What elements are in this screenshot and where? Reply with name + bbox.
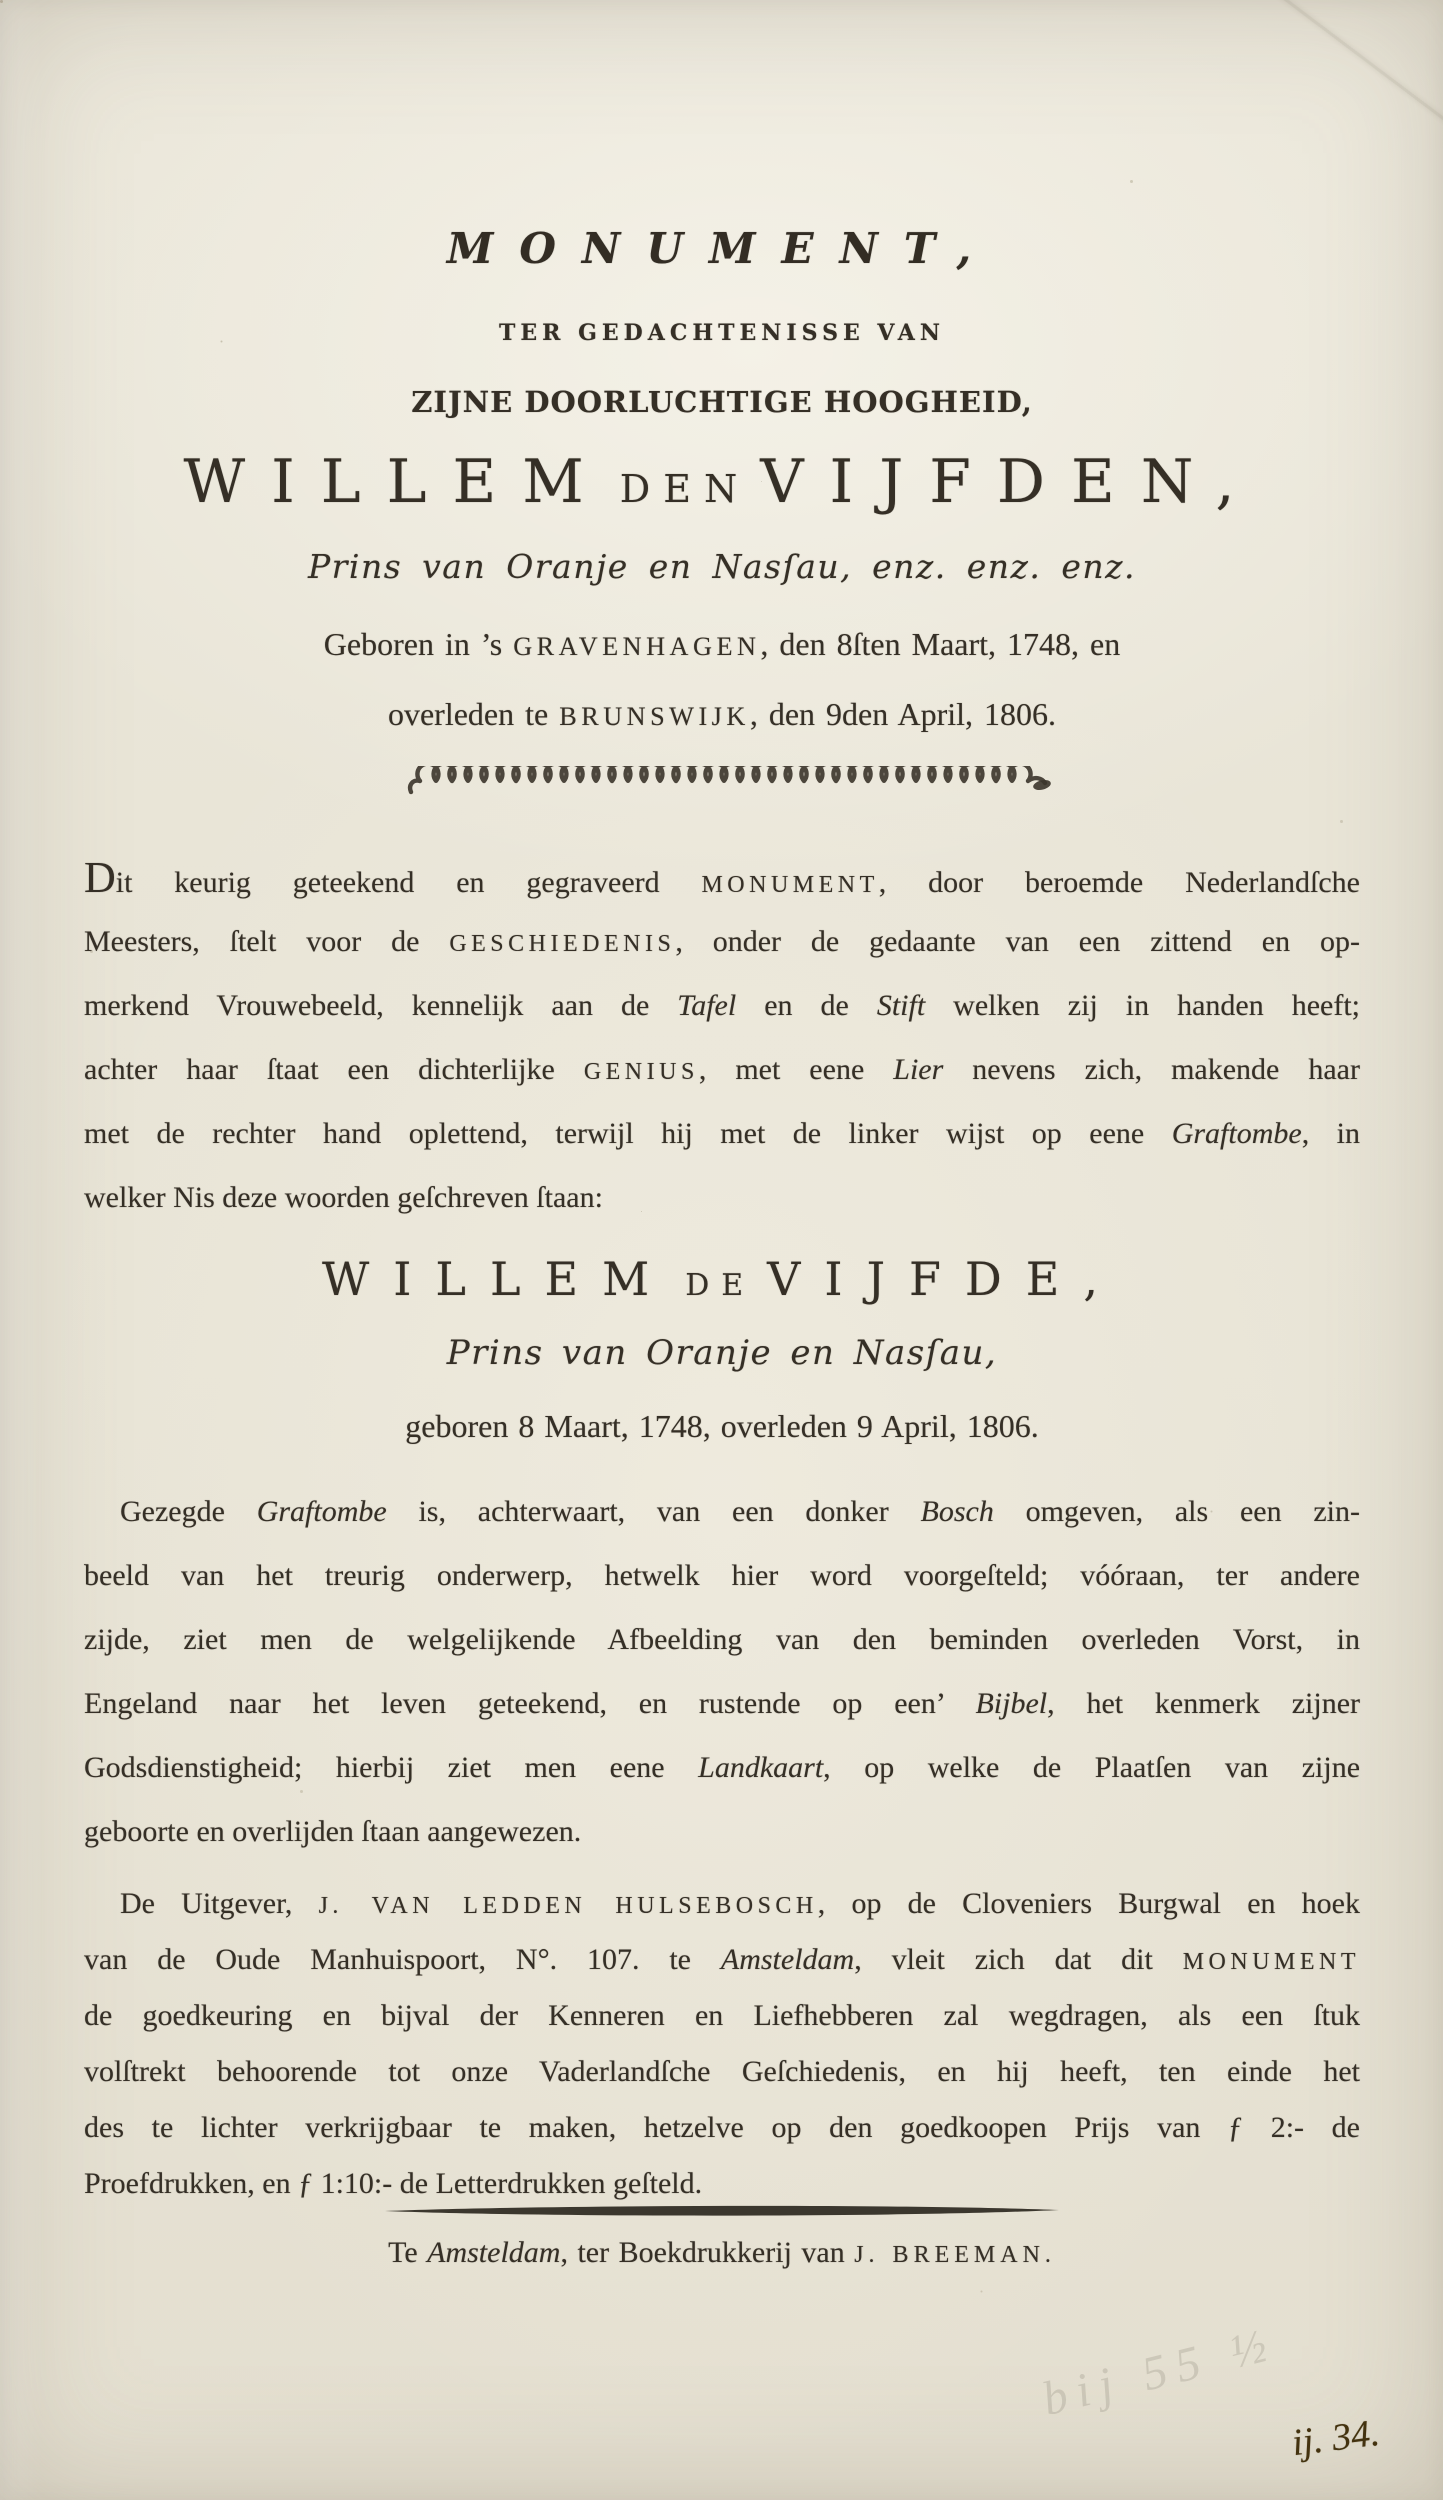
paragraph-1-line-3: merkend Vrouwebeeld, kennelijk aan de Tafel en de Stift welken zij in handen heeft; [84, 989, 1361, 1022]
paragraph-3-line-6: Proefdrukken, en ƒ 1:10:- de Letterdrukken geſteld. [84, 2167, 703, 2200]
paragraph-3-line-3: de goedkeuring en bijval der Kenneren en Liefhebberen zal wegdragen, als een ſtuk [84, 1999, 1360, 2032]
paragraph-2-line-5: Godsdienstigheid; hierbij ziet men eene Landkaart, op welke de Plaatſen van zijne [84, 1751, 1361, 1784]
paragraph-3-line-1: De Uitgever, J. VAN LEDDEN HULSEBOSCH, op de Cloveniers Burgwal en hoek [120, 1887, 1360, 1920]
paper-crease [1264, 0, 1443, 148]
place-gravenhagen: GRAVENHAGEN [513, 632, 761, 661]
name-part-willem: WILLEM [183, 447, 610, 517]
printer-imprint: Te Amsteldam, ter Boekdrukkerij van J. BREEMAN. [388, 2236, 1056, 2269]
inscription-dates: geboren 8 Maart, 1748, overleden 9 April, 1806. [405, 1408, 1039, 1444]
paragraph-3-line-2: van de Oude Manhuispoort, N°. 107. te Amsteldam, vleit zich dat dit MONUMENT [84, 1943, 1361, 1976]
paragraph-2-line-4: Engeland naar het leven geteekend, en rustende op een’ Bijbel, het kenmerk zijner [84, 1687, 1360, 1720]
paragraph-1-line-2: Meesters, ſtelt voor de GESCHIEDENIS, onder de gedaante van een zittend en op- [84, 925, 1361, 958]
paragraph-2-line-6: geboorte en overlijden ſtaan aangewezen. [84, 1815, 582, 1848]
inscription-name-heading: WILLEM DE VIJFDE, [321, 1252, 1123, 1306]
paragraph-2-line-2: beeld van het treurig onderwerp, hetwelk hier word voorgeſteld; vóóraan, ter andere [84, 1559, 1360, 1592]
dedication-line: TER GEDACHTENISSE VAN [499, 320, 945, 346]
paragraph-1-line-5: met de rechter hand oplettend, terwijl hij met de linker wijst op eene Graftombe, in [84, 1117, 1360, 1150]
paragraph-2-line-3: zijde, ziet men de welgelijkende Afbeelding van den beminden overleden Vorst, in [84, 1623, 1360, 1656]
publisher-name: J. VAN LEDDEN HULSEBOSCH [318, 1893, 818, 1919]
paragraph-2-line-1: Gezegde Graftombe is, achterwaart, van een donker Bosch omgeven, als een zin- [120, 1495, 1361, 1528]
coil-ornament-icon [404, 766, 1056, 802]
prince-name-heading [84, 447, 1360, 524]
paragraph-1-line-1: Dit keurig geteekend en gegraveerd MONUMENT, door beroemde Nederlandſche [84, 853, 1360, 902]
title-monument: MONUMENT, [446, 224, 998, 273]
paragraph-3 [84, 1876, 1360, 2212]
place-brunswijk: BRUNSWIJK [559, 702, 750, 731]
paragraph-1-line-6: welker Nis deze woorden geſchreven ſtaan: [84, 1181, 603, 1214]
paper-specks [0, 0, 3, 3]
paragraph-3-line-4: volſtrekt behoorende tot onze Vaderlandſche Geſchiedenis, en hij heeft, ten einde het [84, 2055, 1360, 2088]
printer-name: J. BREEMAN. [854, 2242, 1056, 2268]
birth-line: Geboren in ’s GRAVENHAGEN, den 8ſten Maart, 1748, en [323, 626, 1121, 662]
prince-subtitle: Prins van Oranje en Nasſau, enz. enz. enz. [307, 547, 1137, 586]
handwritten-ink-note: ij. 34. [1289, 2411, 1382, 2465]
paragraph-1-line-4: achter haar ſtaat een dichterlijke GENIUS, met eene Lier nevens zich, makende haar [84, 1053, 1360, 1086]
death-line: overleden te BRUNSWIJK, den 9den April, 1806. [387, 696, 1057, 732]
name-part-den: DEN [619, 467, 751, 511]
paragraph-1 [84, 846, 1360, 1230]
inscription-subtitle: Prins van Oranje en Nasſau, [446, 1333, 998, 1373]
spindle-rule-ornament [382, 2202, 1062, 2220]
handwritten-pencil-note: bij 55 ½ [1037, 2316, 1282, 2427]
paragraph-3-line-5: des te lichter verkrijgbaar te maken, hetzelve op den goedkoopen Prijs van ƒ 2:- de [84, 2111, 1360, 2144]
paragraph-2 [84, 1480, 1360, 1864]
highness-line: ZIJNE DOORLUCHTIGE HOOGHEID, [411, 385, 1033, 419]
imprint-city: Amsteldam [427, 2236, 561, 2269]
name-part-vijfden: VIJFDEN, [760, 447, 1261, 517]
